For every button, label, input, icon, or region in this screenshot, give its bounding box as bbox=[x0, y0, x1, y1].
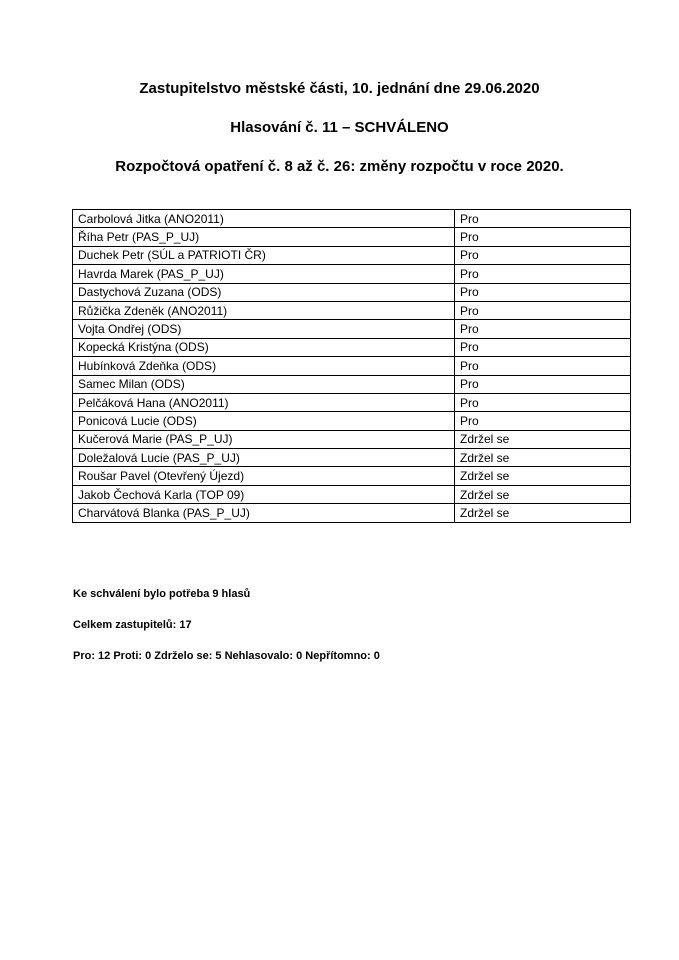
voter-name-cell: Vojta Ondřej (ODS) bbox=[73, 320, 455, 338]
voter-name-cell: Roušar Pavel (Otevřený Újezd) bbox=[73, 467, 455, 485]
table-row bbox=[73, 283, 631, 301]
voter-name-cell: Samec Milan (ODS) bbox=[73, 375, 455, 393]
meeting-title: Zastupitelstvo městské části, 10. jednání dne 29.06.2020 bbox=[139, 80, 540, 97]
voter-name-cell: Duchek Petr (SÚL a PATRIOTI ČR) bbox=[73, 246, 455, 264]
table-row bbox=[73, 467, 631, 485]
table-row bbox=[73, 301, 631, 319]
vote-subject-title: Rozpočtová opatření č. 8 až č. 26: změny rozpočtu v roce 2020. bbox=[115, 158, 564, 175]
table-row bbox=[73, 210, 631, 228]
voting-table bbox=[72, 209, 631, 523]
vote-value-cell: Pro bbox=[455, 412, 631, 430]
voter-name-cell: Dastychová Zuzana (ODS) bbox=[73, 283, 455, 301]
total-members-note: Celkem zastupitelů: 17 bbox=[73, 619, 192, 631]
table-row bbox=[73, 504, 631, 522]
quorum-note: Ke schválení bylo potřeba 9 hlasů bbox=[73, 588, 251, 600]
table-row bbox=[73, 485, 631, 503]
table-row bbox=[73, 228, 631, 246]
voter-name-cell: Pelčáková Hana (ANO2011) bbox=[73, 393, 455, 411]
vote-summary bbox=[73, 588, 613, 681]
vote-value-cell: Zdržel se bbox=[455, 449, 631, 467]
table-row bbox=[73, 393, 631, 411]
voter-name-cell: Ponicová Lucie (ODS) bbox=[73, 412, 455, 430]
table-row bbox=[73, 375, 631, 393]
voter-name-cell: Doležalová Lucie (PAS_P_UJ) bbox=[73, 449, 455, 467]
vote-value-cell: Pro bbox=[455, 265, 631, 283]
vote-value-cell: Pro bbox=[455, 338, 631, 356]
vote-value-cell: Pro bbox=[455, 283, 631, 301]
vote-tally-note: Pro: 12 Proti: 0 Zdrželo se: 5 Nehlasovalo: 0 Nepřítomno: 0 bbox=[73, 650, 380, 662]
vote-value-cell: Pro bbox=[455, 301, 631, 319]
table-row bbox=[73, 430, 631, 448]
voter-name-cell: Hubínková Zdeňka (ODS) bbox=[73, 357, 455, 375]
vote-value-cell: Pro bbox=[455, 357, 631, 375]
table-row bbox=[73, 357, 631, 375]
voter-name-cell: Říha Petr (PAS_P_UJ) bbox=[73, 228, 455, 246]
voter-name-cell: Kopecká Kristýna (ODS) bbox=[73, 338, 455, 356]
table-row bbox=[73, 320, 631, 338]
voter-name-cell: Havrda Marek (PAS_P_UJ) bbox=[73, 265, 455, 283]
vote-result-title: Hlasování č. 11 – SCHVÁLENO bbox=[230, 119, 449, 136]
table-row bbox=[73, 449, 631, 467]
vote-value-cell: Zdržel se bbox=[455, 504, 631, 522]
vote-value-cell: Pro bbox=[455, 246, 631, 264]
vote-value-cell: Zdržel se bbox=[455, 485, 631, 503]
voting-table-body bbox=[73, 210, 631, 523]
document-header bbox=[0, 80, 679, 197]
vote-value-cell: Pro bbox=[455, 228, 631, 246]
vote-value-cell: Pro bbox=[455, 393, 631, 411]
voter-name-cell: Carbolová Jitka (ANO2011) bbox=[73, 210, 455, 228]
table-row bbox=[73, 412, 631, 430]
voter-name-cell: Charvátová Blanka (PAS_P_UJ) bbox=[73, 504, 455, 522]
vote-value-cell: Zdržel se bbox=[455, 467, 631, 485]
table-row bbox=[73, 338, 631, 356]
vote-value-cell: Pro bbox=[455, 320, 631, 338]
table-row bbox=[73, 265, 631, 283]
voter-name-cell: Růžička Zdeněk (ANO2011) bbox=[73, 301, 455, 319]
vote-value-cell: Pro bbox=[455, 210, 631, 228]
table-row bbox=[73, 246, 631, 264]
voter-name-cell: Jakob Čechová Karla (TOP 09) bbox=[73, 485, 455, 503]
voter-name-cell: Kučerová Marie (PAS_P_UJ) bbox=[73, 430, 455, 448]
vote-value-cell: Pro bbox=[455, 375, 631, 393]
vote-value-cell: Zdržel se bbox=[455, 430, 631, 448]
